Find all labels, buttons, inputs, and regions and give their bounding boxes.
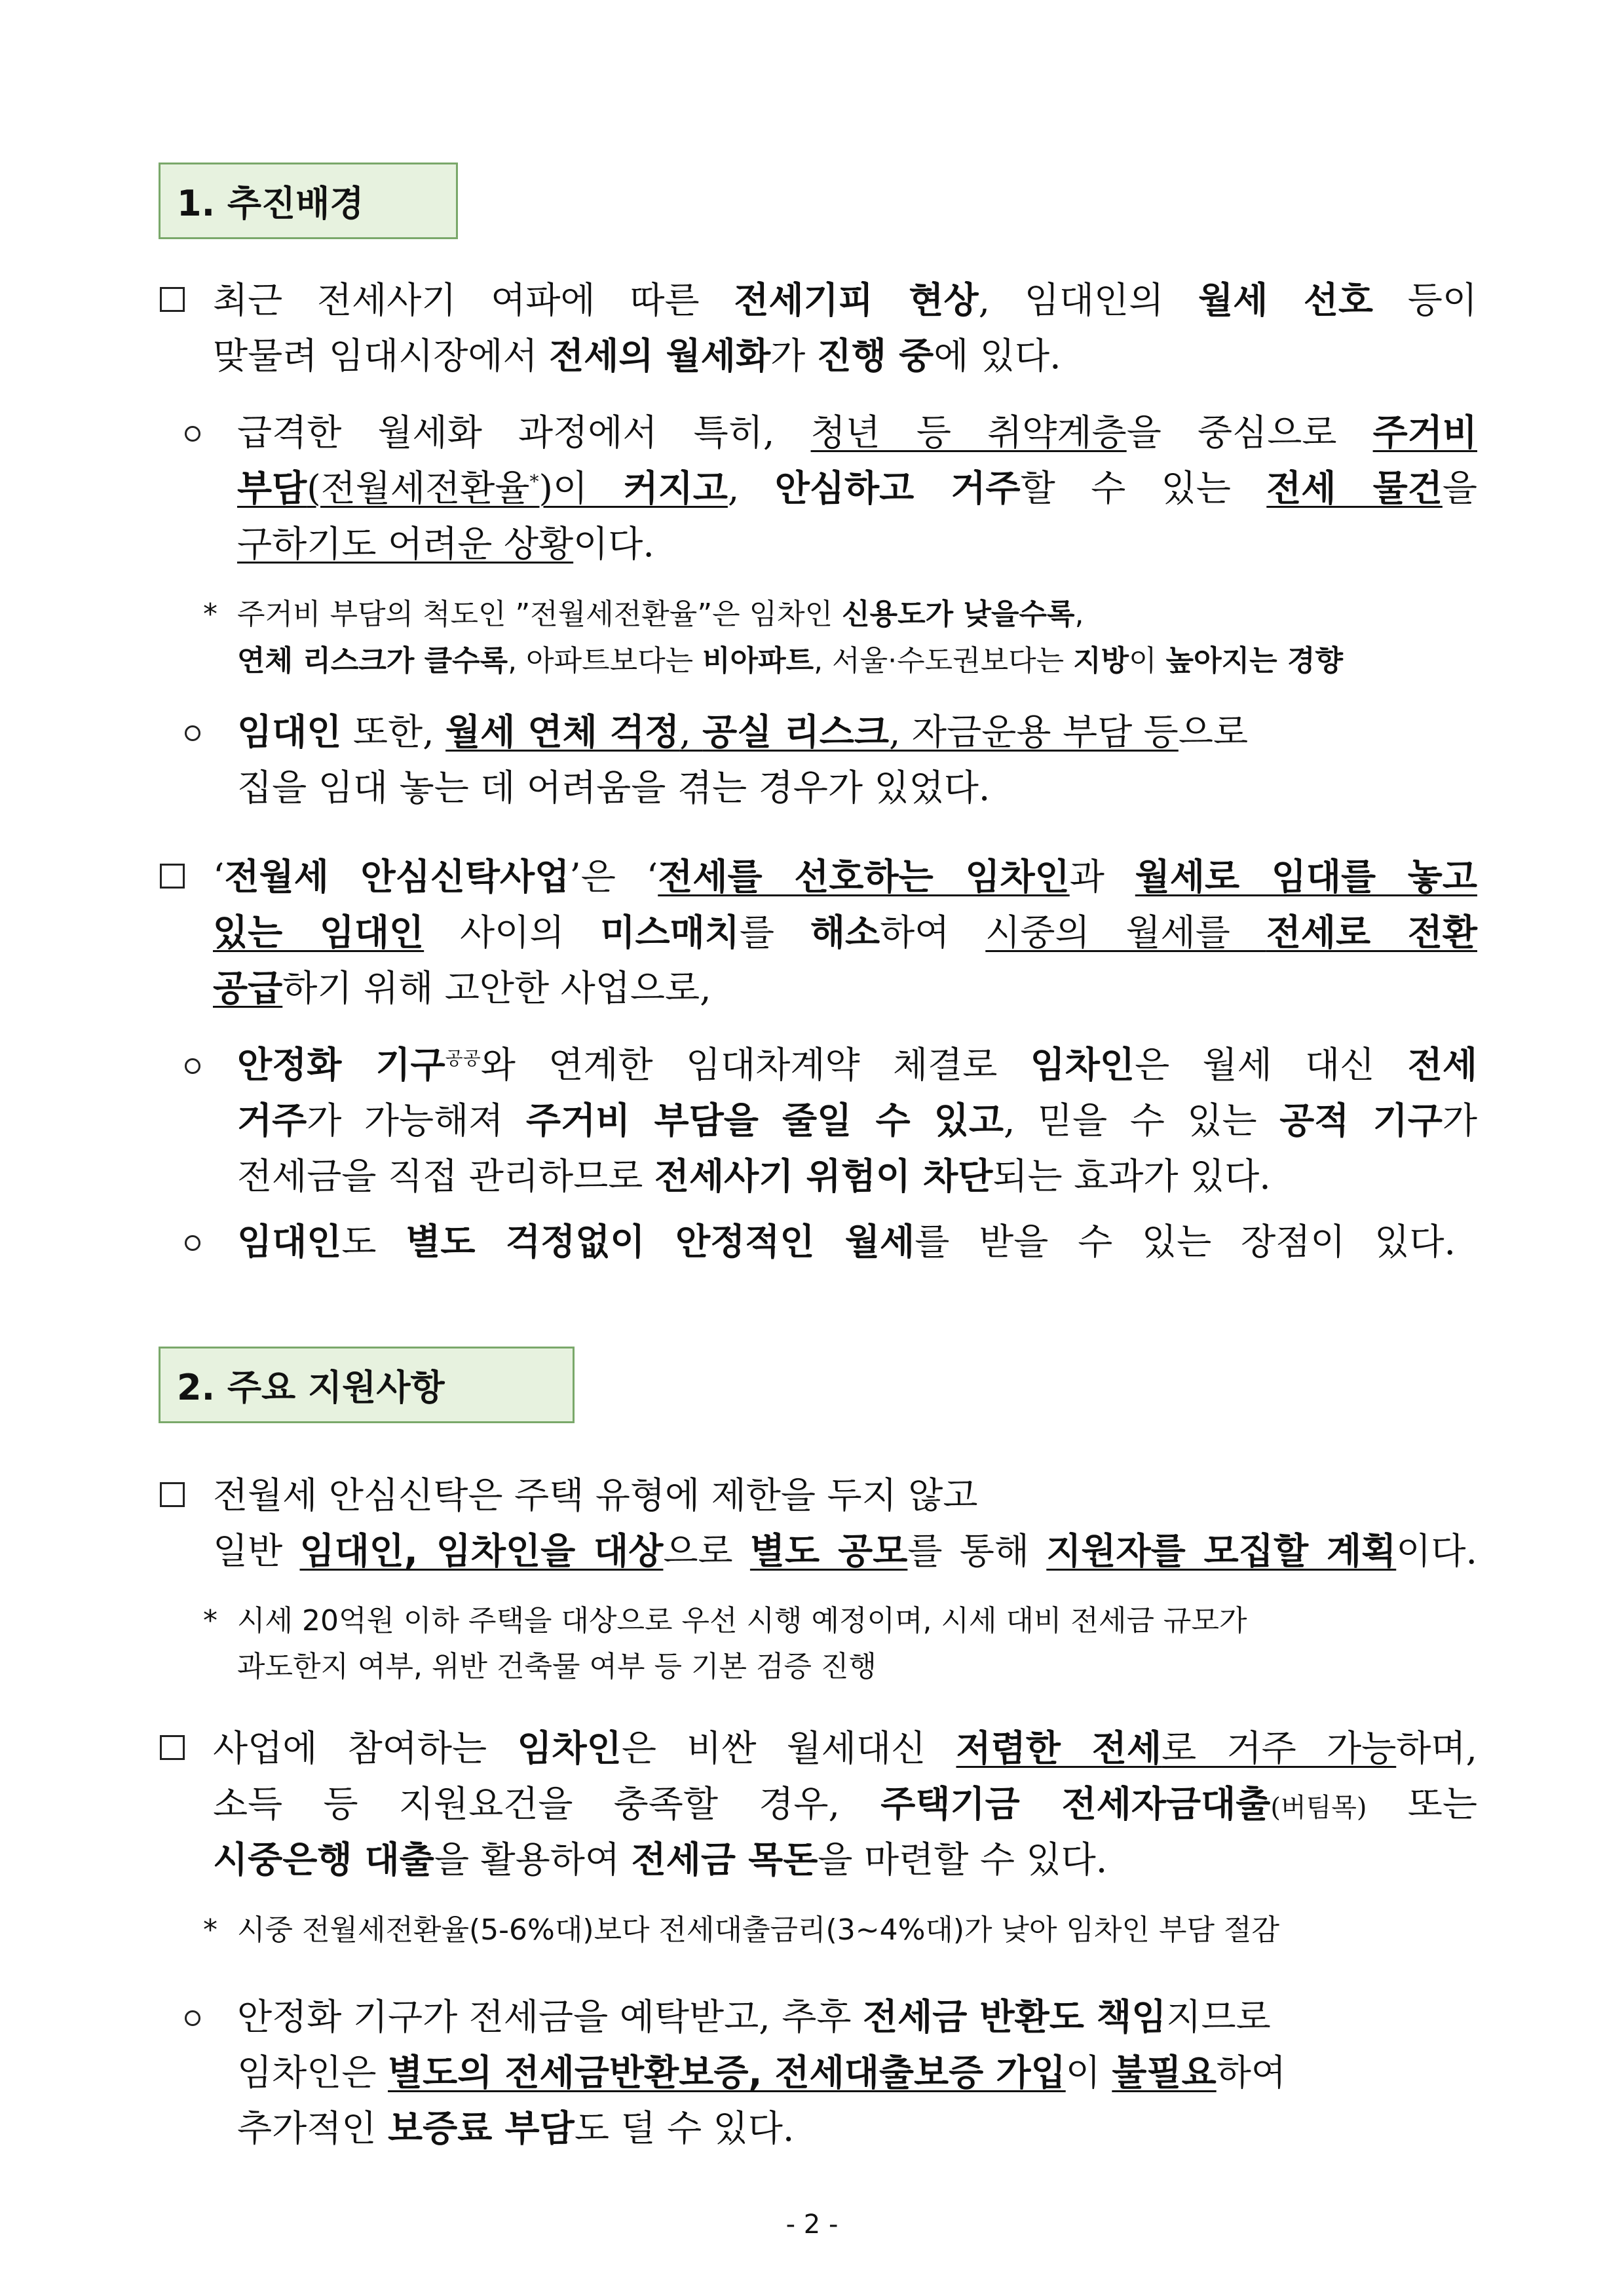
note-1-line-1: 주거비 부담의 척도인 ”전월세전환율”은 임차인 신용도가 낮을수록, bbox=[237, 598, 1084, 631]
paragraph-2-line-1: ‘전월세 안심신탁사업’은 ‘전세를 선호하는 임차인과 월세로 임대를 놓고 bbox=[213, 856, 1477, 898]
circle-bullet-icon bbox=[185, 426, 200, 442]
paragraph-1a-line-3: 구하기도 어려운 상황이다. bbox=[237, 523, 654, 565]
paragraph-4-line-2: 소득 등 지원요건을 충족할 경우, 주택기금 전세자금대출(버팀목) 또는 bbox=[213, 1783, 1477, 1825]
paragraph-4a-line-3: 추가적인 보증료 부담도 덜 수 있다. bbox=[237, 2107, 795, 2149]
paragraph-3-line-2: 일반 임대인, 임차인을 대상으로 별도 공모를 통해 지원자를 모집할 계획이다. bbox=[213, 1530, 1477, 1572]
paragraph-2b-line-1: 임대인도 별도 걱정없이 안정적인 월세를 받을 수 있는 장점이 있다. bbox=[237, 1221, 1456, 1263]
paragraph-4a-line-1: 안정화 기구가 전세금을 예탁받고, 추후 전세금 반환도 책임지므로 bbox=[237, 1996, 1271, 2038]
footnote-asterisk: * bbox=[203, 1913, 217, 1947]
paragraph-1-line-1: 최근 전세사기 여파에 따른 전세기피 현상, 임대인의 월세 선호 등이 bbox=[213, 279, 1477, 321]
paragraph-2-line-2: 있는 임대인 사이의 미스매치를 해소하여 시중의 월세를 전세로 전환 bbox=[213, 911, 1477, 953]
circle-bullet-icon bbox=[185, 725, 200, 741]
paragraph-4-line-1: 사업에 참여하는 임차인은 비싼 월세대신 저렴한 전세로 거주 가능하며, bbox=[213, 1727, 1477, 1769]
footnote-asterisk: * bbox=[203, 1604, 217, 1637]
section-1-header bbox=[159, 163, 458, 239]
paragraph-1-line-2: 맞물려 임대시장에서 전세의 월세화가 진행 중에 있다. bbox=[213, 335, 1061, 377]
note-2-line-1: 시세 20억원 이하 주택을 대상으로 우선 시행 예정이며, 시세 대비 전세금 규모가 bbox=[237, 1604, 1247, 1637]
paragraph-4a-line-2: 임차인은 별도의 전세금반환보증, 전세대출보증 가입이 불필요하여 bbox=[237, 2052, 1286, 2094]
paragraph-4-line-3: 시중은행 대출을 활용하여 전세금 목돈을 마련할 수 있다. bbox=[213, 1839, 1108, 1881]
square-bullet-icon bbox=[160, 1482, 185, 1507]
circle-bullet-icon bbox=[185, 2010, 200, 2026]
paragraph-3-line-1: 전월세 안심신탁은 주택 유형에 제한을 두지 않고 bbox=[213, 1474, 978, 1516]
square-bullet-icon bbox=[160, 287, 185, 312]
paragraph-2a-line-1: 안정화 기구$^{공공}$와 연계한 임대차계약 체결로 임차인은 월세 대신 전세 bbox=[237, 1044, 1477, 1086]
note-3-line-1: 시중 전월세전환율(5-6%대)보다 전세대출금리(3~4%대)가 낮아 임차인 부담 절감 bbox=[237, 1913, 1280, 1947]
circle-bullet-icon bbox=[185, 1058, 200, 1074]
paragraph-1a-line-2: 부담(전월세전환율*)이 커지고, 안심하고 거주할 수 있는 전세 물건을 bbox=[237, 467, 1478, 509]
paragraph-1a-line-1: 급격한 월세화 과정에서 특히, 청년 등 취약계층을 중심으로 주거비 bbox=[237, 411, 1477, 453]
note-1-line-2: 연체 리스크가 클수록, 아파트보다는 비아파트, 서울·수도권보다는 지방이 높아지는 경향 bbox=[237, 644, 1344, 678]
paragraph-2a-line-3: 전세금을 직접 관리하므로 전세사기 위험이 차단되는 효과가 있다. bbox=[237, 1155, 1271, 1197]
section-1-title: 1. 추진배경 bbox=[177, 183, 364, 224]
page-number: - 2 - bbox=[785, 2210, 839, 2240]
square-bullet-icon bbox=[160, 1735, 185, 1760]
paragraph-1b-line-2: 집을 임대 놓는 데 어려움을 겪는 경우가 있었다. bbox=[237, 767, 991, 809]
square-bullet-icon bbox=[160, 864, 185, 889]
footnote-asterisk: * bbox=[203, 598, 217, 631]
paragraph-2-line-3: 공급하기 위해 고안한 사업으로, bbox=[213, 967, 711, 1009]
section-2-header bbox=[159, 1347, 575, 1423]
paragraph-1b-line-1: 임대인 또한, 월세 연체 걱정, 공실 리스크, 자금운용 부담 등으로 bbox=[237, 711, 1249, 753]
circle-bullet-icon bbox=[185, 1235, 200, 1251]
note-2-line-2: 과도한지 여부, 위반 건축물 여부 등 기본 검증 진행 bbox=[237, 1650, 877, 1683]
section-2-title: 2. 주요 지원사항 bbox=[177, 1367, 445, 1408]
paragraph-2a-line-2: 거주가 가능해져 주거비 부담을 줄일 수 있고, 믿을 수 있는 공적 기구가 bbox=[237, 1100, 1477, 1141]
